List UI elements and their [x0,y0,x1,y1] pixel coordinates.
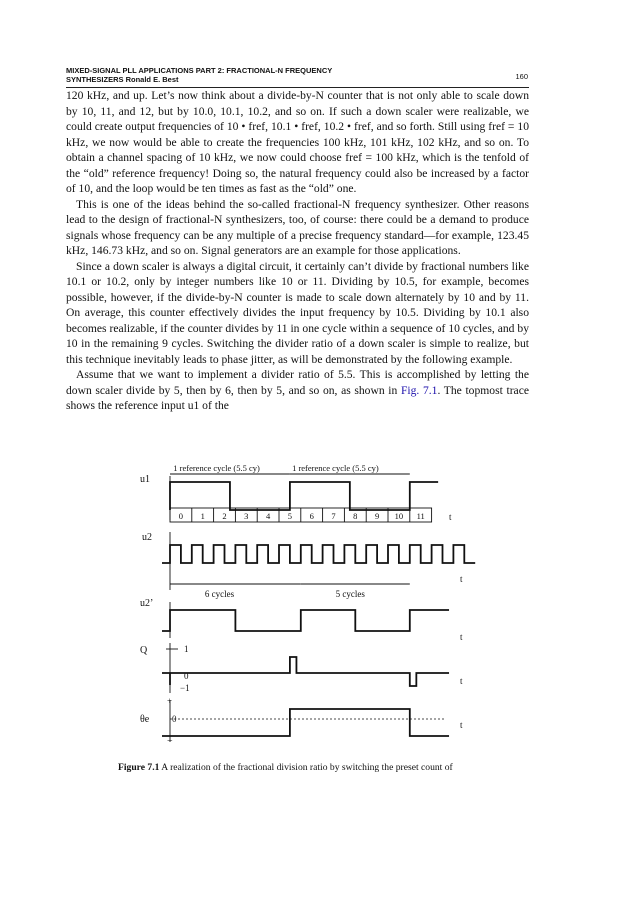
theta-zero-label: 0 [172,714,177,724]
page-number: 160 [515,72,528,81]
cycle-tick-label: 8 [353,511,358,521]
timing-diagram [140,460,510,750]
header-title-line2: SYNTHESIZERS Ronald E. Best [66,75,179,84]
figure-link[interactable]: Fig. 7.1 [400,383,438,397]
cycle-tick-label: 3 [244,511,249,521]
body-text [66,88,529,414]
cycle-tick-label: 6 [309,511,314,521]
t-label-theta: t [459,720,463,730]
t-label-u2: t [459,574,463,584]
cycle-tick-label: 11 [416,511,425,521]
paragraph-4 [66,367,529,414]
t-label-q: t [459,676,463,686]
t-label-u2prime: t [459,632,463,642]
u1-label: u1 [140,474,150,485]
paragraph-1: 120 kHz, and up. Let’s now think about a divide-by-N counter that is not only able to scale down by 10, 11, and 12, but by 10.0, 10.1, 10.2, and so on. If such a down scaler were realizable, we could create output frequencies of 10 • fref, 10.1 • fref, 10.2 • fref, and so forth. Still using fref = 10 kHz, we now would be able to create the frequencies 100 kHz, 101 kHz, 102 kHz, and so on. To obtain a channel spacing of 10 kHz, we now could choose fref = 100 kHz, which is the tenfold of the “old” reference frequency! Doing so, the natural frequency could also be increased by a factor of 10, and the loop would be ten times as fast as the “old” one. [66,89,529,195]
cycle-tick-label: 10 [394,511,404,521]
paragraph-3: Since a down scaler is always a digital circuit, it certainly can’t divide by fractional numbers like 10.1 or 10.2, only by integer numbers like 10 or 11. Dividing by 10.5, for example, becomes possible, however, if the divide-by-N counter is made to scale down alternately by 10 and by 11. On average, this counter effectively divides the input frequency by 10.5. Dividing by 10.1 also becomes realizable, if the counter divides by 11 in one cycle within a sequence of 10 cycles, and by 10 in the remaining 9 cycles. Switching the divider ratio of a down scaler is simple to realize, but this technique inevitably leads to phase jitter, as will be demonstrated by the following example. [66,259,529,366]
figure-caption-text: A realization of the fractional division ratio by switching the preset count of [159,762,453,773]
u2prime-waveform [162,610,449,631]
cycle-tick-label: 9 [374,511,380,521]
t-label-ruler: t [449,512,452,522]
theta-label: θe [140,714,150,725]
running-header [66,66,528,84]
theta-plus-label: + [167,696,173,706]
cycle-tick-label: 1 [200,511,205,521]
q-label: Q [140,645,148,656]
u2-label: u2 [142,532,152,543]
five-cycles-label: 5 cycles [335,589,365,599]
paragraph-4-tail: . The topmost trace shows the reference input u1 of the [66,383,529,412]
u2-waveform [162,545,475,563]
timing-diagram-svg [140,460,510,750]
six-cycles-label: 6 cycles [204,589,235,599]
header-title-line1: MIXED-SIGNAL PLL APPLICATIONS PART 2: FRACTIONAL-N FREQUENCY [66,66,333,75]
theta-minus-label: − [167,736,173,747]
figure-caption [118,762,538,773]
q-zero-label: 0 [184,671,189,681]
paragraph-2: This is one of the ideas behind the so-called fractional-N frequency synthesizer. Other reasons lead to the design of fractional-N synthesizers, too, of course: there could be a demand to produce signals whose frequency can be any multiple of a precise frequency standard—for example, 123.45 kHz, 146.73 kHz, and so on. Signal generators are an example for those applications. [66,197,529,257]
paragraph-4-text: Assume that we want to implement a divider ratio of 5.5. This is accomplished by letting the down scaler divide by 5, then by 6, then by 5, and so on, as shown in [66,368,529,397]
cycle-tick-label: 4 [265,511,271,521]
cycle-tick-label: 0 [178,511,184,521]
theta-waveform [162,709,449,736]
q-one-label: 1 [184,644,189,654]
ref-cycle-label-1: 1 reference cycle (5.5 cy) [173,463,260,473]
figure-caption-label: Figure 7.1 [118,762,160,773]
cycle-tick-label: 5 [287,511,293,521]
u2prime-label: u2’ [140,598,154,609]
cycle-tick-label: 7 [331,511,336,521]
u1-waveform [170,482,438,510]
q-waveform [162,657,449,686]
ref-cycle-label-2: 1 reference cycle (5.5 cy) [292,463,379,473]
q-minus-label: −1 [180,683,190,693]
cycle-tick-label: 2 [222,511,227,521]
